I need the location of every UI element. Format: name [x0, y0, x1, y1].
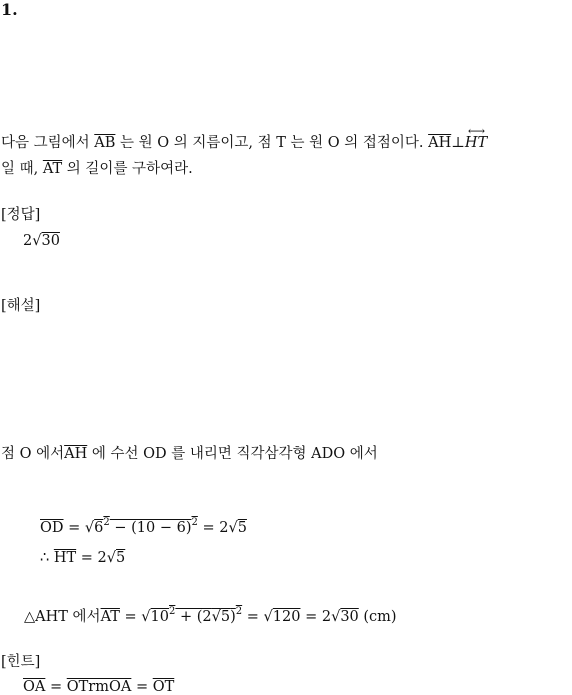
sqrt-sign-icon: √ — [84, 520, 95, 536]
question-line-2 — [1, 162, 193, 177]
answer-label: [정답] — [1, 207, 41, 223]
segment-oa: $\overline{OA}$ — [23, 679, 46, 695]
sqrt-sign-icon: √ — [228, 520, 238, 536]
question-text-b: 는 원 O 의 지름이고, 점 T 는 원 O 의 접점이다. — [115, 135, 429, 151]
segment-at-solution: $\overline{AT}$ — [100, 609, 120, 625]
equation-od: $\overline{OD} = √6^2 - (10 - 6)^2 = 2√5$ — [40, 517, 247, 536]
segment-ot: $\overline{OT}$ — [152, 679, 175, 695]
equation-at: △AHT 에서$\overline{AT} = √10^2 + (2√5)^2 = √120 = 2√30$ (cm) — [24, 606, 397, 625]
eq3-radicand: $10^2 + (2√5)^2$ — [150, 606, 243, 625]
segment-ah-solution: $\overline{AH}$ — [64, 446, 88, 462]
question-text-c: 일 때, — [1, 161, 43, 177]
therefore-symbol: ∴ — [40, 550, 54, 566]
segment-ab: $\overline{AB}$ — [94, 135, 116, 151]
double-arrow-icon: ⟷ — [467, 124, 485, 138]
unit-cm: (cm) — [358, 609, 397, 625]
question-line-1 — [1, 124, 488, 151]
line-ht: ⟷ HT — [464, 124, 488, 151]
question-number: 1. — [1, 0, 18, 19]
hint-label: [힌트] — [1, 654, 41, 670]
equation-ht: ∴ $\overline{HT} = 2√5$ — [40, 550, 126, 566]
eq1-radicand: $6^2 - (10 - 6)^2$ — [94, 517, 198, 536]
sqrt-sign-icon: √ — [211, 609, 221, 625]
sqrt-sign-icon: √ — [263, 609, 273, 625]
triangle-aht-label: △AHT 에서 — [24, 609, 101, 625]
question-text-d: 의 길이를 구하여라. — [62, 161, 193, 177]
solution-label: [해설] — [1, 298, 41, 314]
segment-otrmoa: OTrmOA — [66, 679, 132, 695]
solution-intro-b: 에 수선 OD 를 내리면 직각삼각형 ADO 에서 — [87, 446, 378, 462]
segment-ht: $\overline{HT}$ — [53, 550, 77, 566]
hint-equation: $\overline{OA}$ = OTrmOA = $\overline{OT}$ — [23, 679, 175, 695]
question-text-a: 다음 그림에서 — [1, 135, 95, 151]
solution-intro — [1, 447, 378, 462]
sqrt-sign-icon: √ — [141, 609, 151, 625]
solution-intro-a: 점 O 에서 — [1, 446, 65, 462]
perpendicular-symbol: ⊥ — [451, 135, 465, 151]
sqrt-sign-icon: √ — [32, 233, 42, 249]
segment-at: $\overline{AT}$ — [42, 161, 63, 177]
segment-od: $\overline{OD}$ — [40, 520, 64, 536]
answer-radicand: 30 — [41, 233, 60, 249]
answer-coef: 2 — [23, 233, 33, 249]
sqrt-sign-icon: √ — [106, 550, 117, 566]
segment-ah: $\overline{AH}$ — [428, 135, 452, 151]
sqrt-sign-icon: √ — [331, 609, 341, 625]
answer-value — [23, 234, 60, 249]
